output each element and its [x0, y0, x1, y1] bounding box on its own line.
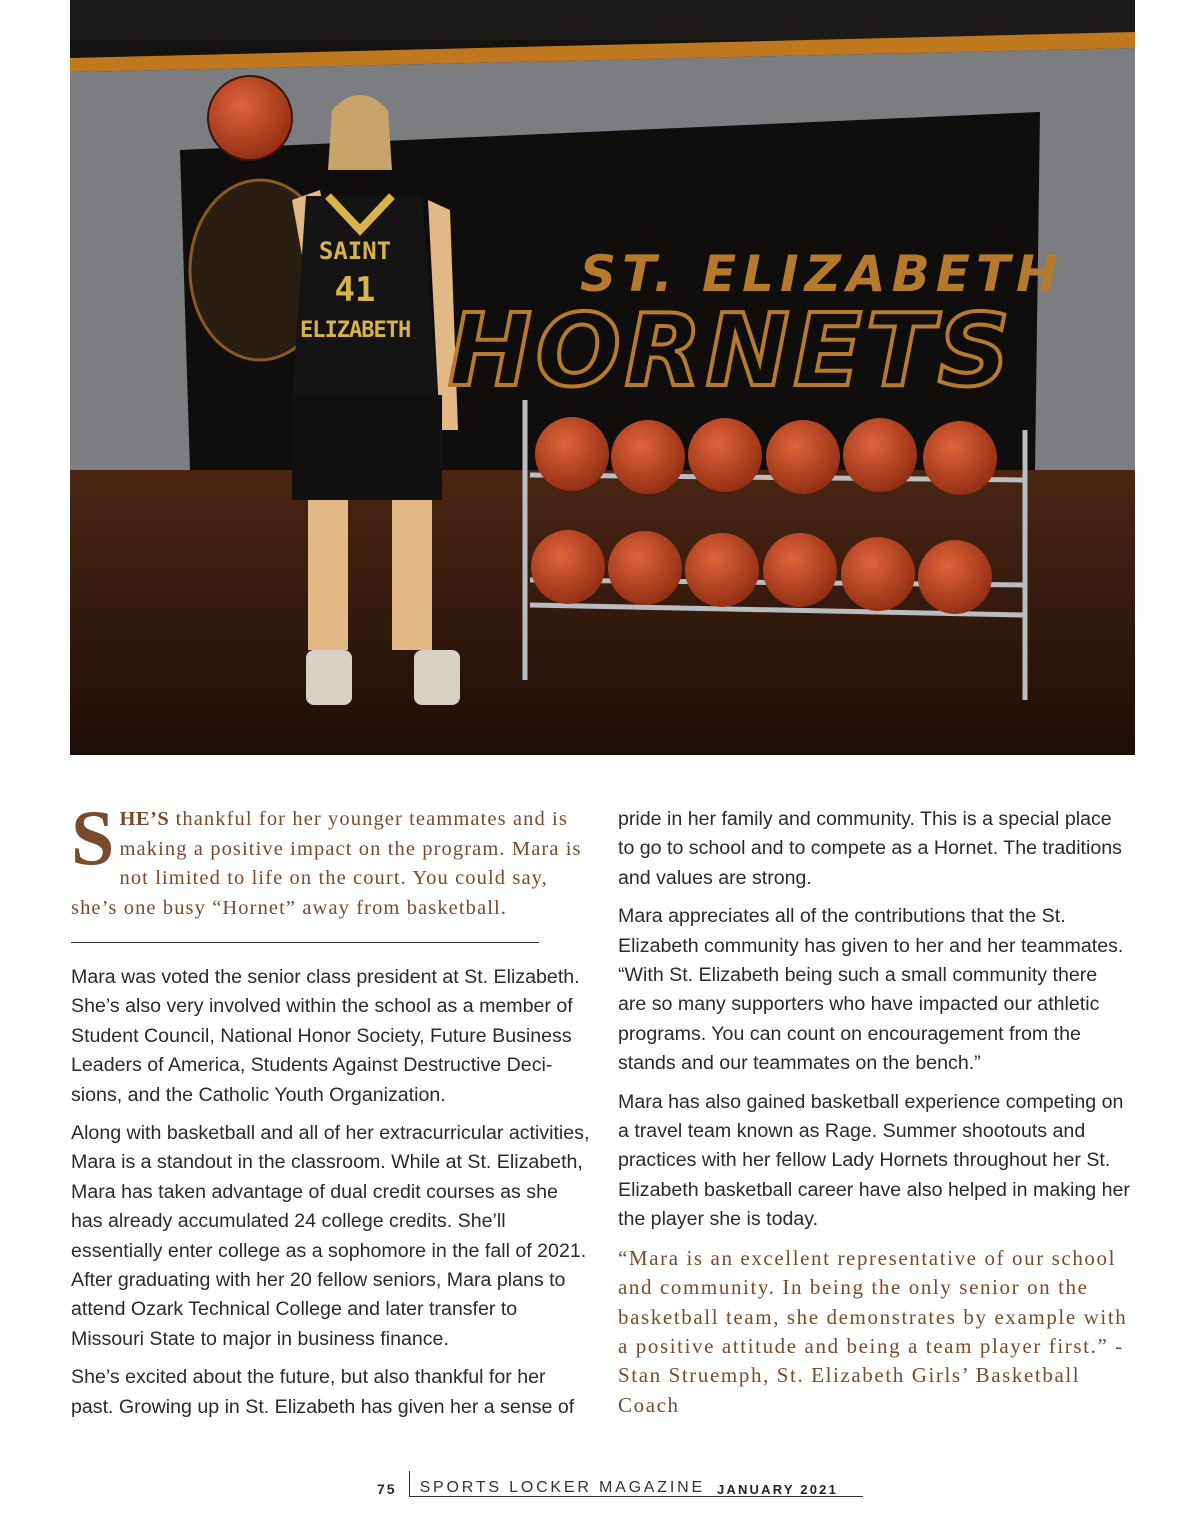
- page-footer: [377, 1473, 838, 1497]
- section-divider: [71, 942, 539, 943]
- lead-text: thankful for her younger teammates and is making a positive impact on the program. Mara is not limited to life on the court. You could say, she’s one busy “Hornet” away from basketball.: [71, 808, 582, 919]
- footer-divider: [409, 1471, 410, 1497]
- body-paragraph: Mara has also gained basketball experience competing on a travel team known as Rage. Summer shootouts and practices with her fellow Lady Hornets throughout her St. Elizabeth basketball career have also helped in making her the player she is today.: [618, 1090, 1130, 1231]
- lead-paragraph: [71, 794, 591, 923]
- feature-photo: [70, 0, 1135, 755]
- lead-caps: HE’S: [119, 808, 170, 830]
- ceiling: [70, 0, 1135, 40]
- footer-rule: [410, 1496, 863, 1497]
- banner-school-name: ST. ELIZABETH: [580, 245, 1064, 303]
- body-paragraph: She’s excited about the future, but also thankful for her past. Growing up in St. Elizabeth has given her a sense of: [71, 1366, 575, 1418]
- page-number: 75: [377, 1481, 397, 1497]
- drop-cap: S: [71, 794, 116, 881]
- spinning-basketball: [208, 76, 292, 160]
- jersey-text-top: SAINT: [318, 237, 392, 265]
- pull-quote: “Mara is an excellent representative of our school and community. In being the only senior on the basketball team, she demonstrates by example with a positive attitude and being a team player first.” - Stan Struemph, St. Elizabeth Girls’ Basketball Coach: [618, 1245, 1128, 1417]
- issue-date: JANUARY 2021: [716, 1482, 838, 1497]
- left-column: [71, 794, 591, 1431]
- banner-team-name: HORNETS: [448, 292, 1014, 409]
- body-paragraph: Mara appreciates all of the contributions that the St. Elizabeth community has given to her and her teammates. “With St. Elizabeth being such a small community there are so many supporters who have impacted our athletic programs. You can count on encouragement from the stands and our teammates on the bench.”: [618, 905, 1124, 1075]
- magazine-name: SPORTS LOCKER MAGAZINE: [419, 1479, 705, 1496]
- jersey-text-bottom: ELIZABETH: [300, 318, 411, 343]
- right-column: [618, 805, 1130, 1429]
- body-paragraph: Along with basketball and all of her extracurricular activities, Mara is a standout in the classroom. While at St. Elizabeth, Mara has taken advantage of dual credit courses as she has already accumulated 24 college credits. She’ll essentially enter college as a sophomore in the fall of 2021. After graduating with her 20 fellow seniors, Mara plans to attend Ozark Technical College and later transfer to Missouri State to major in business finance.: [71, 1122, 590, 1350]
- body-paragraph: pride in her family and community. This is a special place to go to school and to compete as a Hornet. The traditions and values are strong.: [618, 808, 1122, 889]
- body-paragraph: Mara was voted the senior class president at St. Elizabeth. She’s also very involved within the school as a member of Student Council, National Honor Society, Future Business Leaders of America, Students Against Destructive Decisions, and the Catholic Youth Organization.: [71, 966, 580, 1106]
- jersey-number: 41: [334, 270, 376, 310]
